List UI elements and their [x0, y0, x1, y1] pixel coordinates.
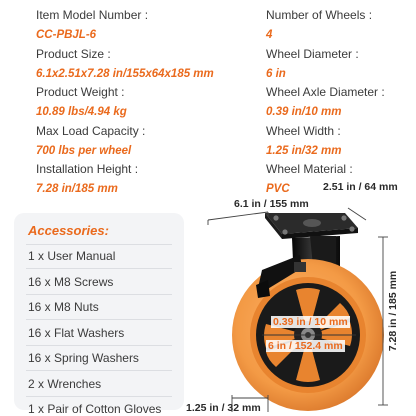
accessory-item: 1 x Pair of Cotton Gloves [28, 402, 162, 416]
accessory-divider [26, 319, 172, 320]
dimension-height: 7.28 in / 185 mm [387, 270, 399, 352]
mounting-plate [265, 213, 358, 239]
spec-label: Product Weight : [36, 85, 125, 99]
spec-value: 10.89 lbs/4.94 kg [36, 106, 127, 118]
dimension-plate-length: 6.1 in / 155 mm [234, 198, 309, 210]
spec-value: 6.1x2.51x7.28 in/155x64x185 mm [36, 67, 214, 80]
spec-label: Item Model Number : [36, 8, 149, 22]
accessories-title: Accessories: [28, 223, 109, 238]
accessory-divider [26, 345, 172, 346]
accessories-panel [14, 213, 184, 416]
spec-label: Number of Wheels : [266, 8, 373, 22]
spec-value: 7.28 in/185 mm [36, 183, 118, 195]
accessory-item: 16 x Flat Washers [28, 325, 125, 340]
accessory-divider [26, 294, 172, 295]
dimension-axle: 0.39 in / 10 mm [273, 316, 348, 328]
dimension-wheel-width: 1.25 in / 32 mm [186, 402, 261, 414]
accessory-divider [26, 244, 172, 245]
spec-label: Max Load Capacity : [36, 123, 146, 138]
spec-value: 0.39 in/10 mm [266, 106, 342, 118]
accessory-divider [26, 370, 172, 371]
accessory-divider [26, 268, 172, 269]
accessory-item: 16 x M8 Nuts [28, 300, 99, 314]
spec-label: Product Size : [36, 46, 111, 61]
accessory-item: 1 x User Manual [28, 249, 116, 263]
spec-label: Wheel Axle Diameter : [266, 85, 385, 99]
accessory-item: 16 x M8 Screws [28, 274, 114, 289]
spec-value: 6 in [266, 67, 286, 80]
dimension-plate-width: 2.51 in / 64 mm [323, 181, 398, 193]
spec-label: Installation Height : [36, 162, 139, 176]
accessory-item: 16 x Spring Washers [28, 351, 139, 365]
spec-value: PVC [266, 183, 290, 195]
accessory-item: 2 x Wrenches [28, 376, 102, 391]
spec-value: 4 [266, 29, 273, 41]
spec-label: Wheel Diameter : [266, 46, 359, 61]
spec-label: Wheel Width : [266, 123, 341, 138]
spec-value: CC-PBJL-6 [36, 29, 97, 41]
spec-value: 700 lbs per wheel [36, 144, 132, 157]
accessory-divider [26, 396, 172, 397]
spec-label: Wheel Material : [266, 162, 353, 176]
spec-value: 1.25 in/32 mm [266, 144, 342, 157]
dimension-diameter: 6 in / 152.4 mm [268, 340, 343, 352]
